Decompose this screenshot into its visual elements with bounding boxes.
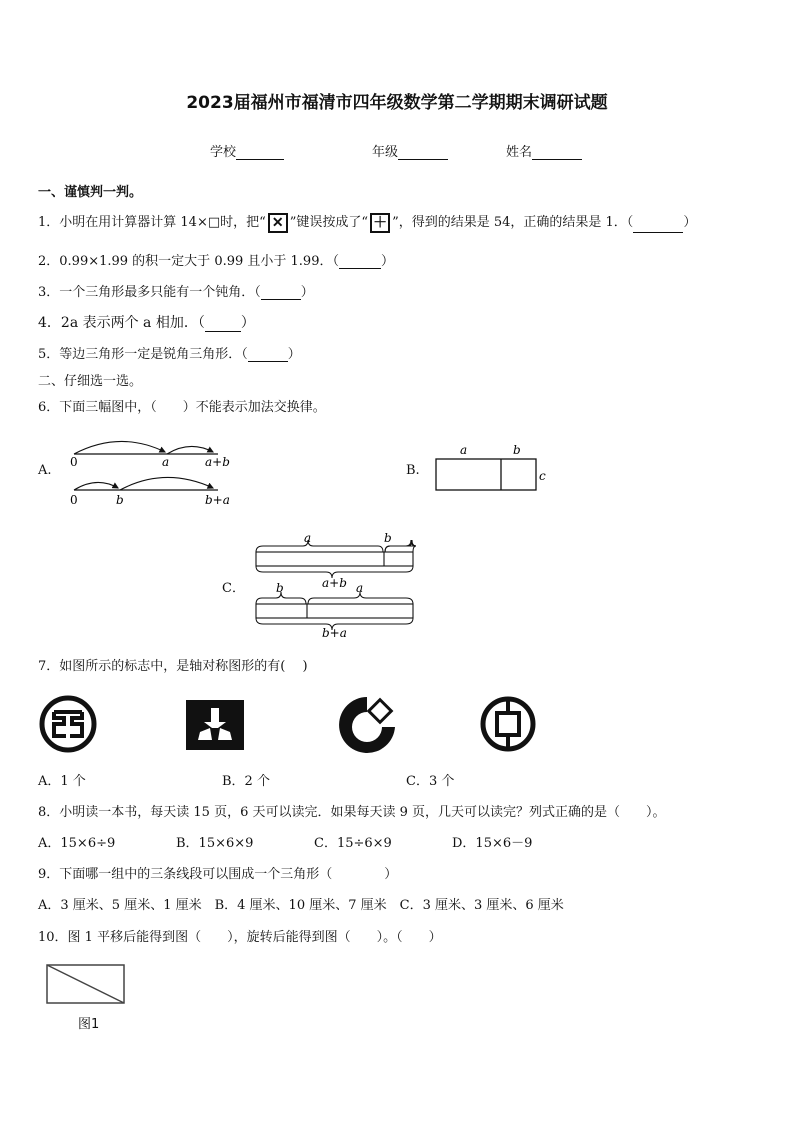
name-label: 姓名	[506, 145, 533, 160]
grade-field	[372, 141, 448, 160]
brace-a-top	[256, 540, 383, 552]
label-a-top: a	[162, 455, 170, 469]
q2-text-end: ）	[380, 254, 394, 269]
q3-answer-blank[interactable]	[261, 285, 301, 300]
question-9: 9．下面哪一组中的三条线段可以围成一个三角形（ ）	[38, 867, 398, 882]
q5-text-end: ）	[287, 347, 301, 362]
q6-figure-c	[248, 530, 423, 642]
name-blank[interactable]	[532, 145, 582, 160]
name-field	[506, 141, 582, 160]
multiply-key-icon: ✕	[268, 213, 288, 233]
q1-text-post: ”，得到的结果是 54，正确的结果是 1．（	[392, 215, 634, 230]
q6-option-c-label: C．	[222, 581, 245, 596]
question-1	[38, 211, 696, 233]
label-c-b-top: b	[384, 531, 392, 545]
school-label: 学校	[210, 145, 237, 160]
label-b-bottom: b	[116, 493, 124, 507]
q2-answer-blank[interactable]	[339, 254, 381, 269]
question-5	[38, 343, 301, 362]
section-1-heading: 一、谨慎判一判。	[38, 185, 143, 200]
q6-option-a-label: A.	[38, 463, 52, 478]
rectangle-ab	[436, 459, 536, 490]
q7-option-a[interactable]: A．1 个	[38, 774, 86, 789]
q3-text: 3．一个三角形最多只能有一个钝角．（	[38, 285, 261, 300]
q5-answer-blank[interactable]	[248, 347, 288, 362]
q3-text-end: ）	[300, 285, 314, 300]
label-bpa: b+a	[205, 493, 230, 507]
label-zero-top: 0	[70, 455, 78, 469]
q2-text: 2．0.99×1.99 的积一定大于 0.99 且小于 1.99．（	[38, 254, 339, 269]
q1-text-pre: 1．小明在用计算器计算 14×□时，把“	[38, 215, 266, 230]
plus-key-icon: ＋	[370, 213, 390, 233]
q8-option-d[interactable]: D．15×6－9	[452, 836, 533, 851]
q10-figure-1-label: 图1	[78, 1017, 100, 1032]
q4-answer-blank[interactable]	[205, 317, 241, 332]
q5-text: 5．等边三角形一定是锐角三角形．（	[38, 347, 248, 362]
grade-label: 年级	[372, 145, 399, 160]
question-8: 8．小明读一本书，每天读 15 页，6 天可以读完．如果每天读 9 页，几天可以读完？列式正确的是（ ）。	[38, 805, 666, 820]
question-10: 10．图 1 平移后能得到图（ ），旋转后能得到图（ ）。（ ）	[38, 930, 442, 945]
question-4	[38, 312, 255, 332]
label-b-c: c	[539, 469, 546, 483]
label-c-a-mid: a	[356, 581, 364, 595]
bar-bpa	[256, 604, 413, 618]
logo-2-icon	[186, 700, 244, 750]
q4-text-end: ）	[240, 315, 255, 331]
label-c-b-mid: b	[276, 581, 284, 595]
q7-option-c[interactable]: C．3 个	[406, 774, 455, 789]
label-apb: a+b	[205, 455, 230, 469]
logo-1-icon	[36, 694, 100, 754]
arc-b2	[74, 482, 118, 490]
section-2-heading: 二、仔细选一选。	[38, 374, 143, 389]
page-title: 2023届福州市福清市四年级数学第二学期期末调研试题	[186, 93, 608, 113]
grade-blank[interactable]	[398, 145, 448, 160]
q9-options[interactable]: A．3 厘米、5 厘米、1 厘米 B．4 厘米、10 厘米、7 厘米 C．3 厘米、3 厘米、6 厘米	[38, 898, 564, 913]
label-c-a-top: a	[304, 531, 312, 545]
logo-4-icon	[478, 694, 538, 754]
label-b-a: a	[460, 443, 468, 457]
q6-figure-a	[60, 430, 240, 512]
question-6: 6．下面三幅图中，（ ）不能表示加法交换律。	[38, 400, 326, 415]
question-7: 7．如图所示的标志中，是轴对称图形的有( )	[38, 659, 308, 674]
q1-answer-blank[interactable]	[633, 218, 683, 233]
q8-option-c[interactable]: C．15÷6×9	[314, 836, 392, 851]
label-b-b: b	[513, 443, 521, 457]
q8-option-a[interactable]: A．15×6÷9	[38, 836, 116, 851]
q1-text-mid: ”键误按成了“	[289, 215, 369, 230]
label-c-apb: a+b	[322, 576, 347, 590]
arc-a	[74, 441, 165, 454]
q1-text-end: ）	[683, 215, 697, 230]
label-c-bpa: b+a	[322, 626, 347, 640]
bar-apb	[256, 552, 413, 566]
q7-option-b[interactable]: B．2 个	[222, 774, 270, 789]
arc-a2	[120, 477, 213, 490]
question-3	[38, 281, 314, 300]
school-field	[210, 141, 284, 160]
arc-b	[167, 446, 213, 454]
figure-1-diagonal	[47, 965, 124, 1003]
q8-option-b[interactable]: B．15×6×9	[176, 836, 254, 851]
q4-text: 4．2a 表示两个 a 相加．（	[38, 315, 205, 331]
school-blank[interactable]	[236, 145, 284, 160]
label-zero-bottom: 0	[70, 493, 78, 507]
q6-figure-b	[430, 440, 560, 496]
logo-3-icon	[334, 693, 400, 757]
q10-figure-1	[44, 962, 128, 1008]
question-2	[38, 250, 394, 269]
q6-option-b-label: B.	[406, 463, 420, 478]
